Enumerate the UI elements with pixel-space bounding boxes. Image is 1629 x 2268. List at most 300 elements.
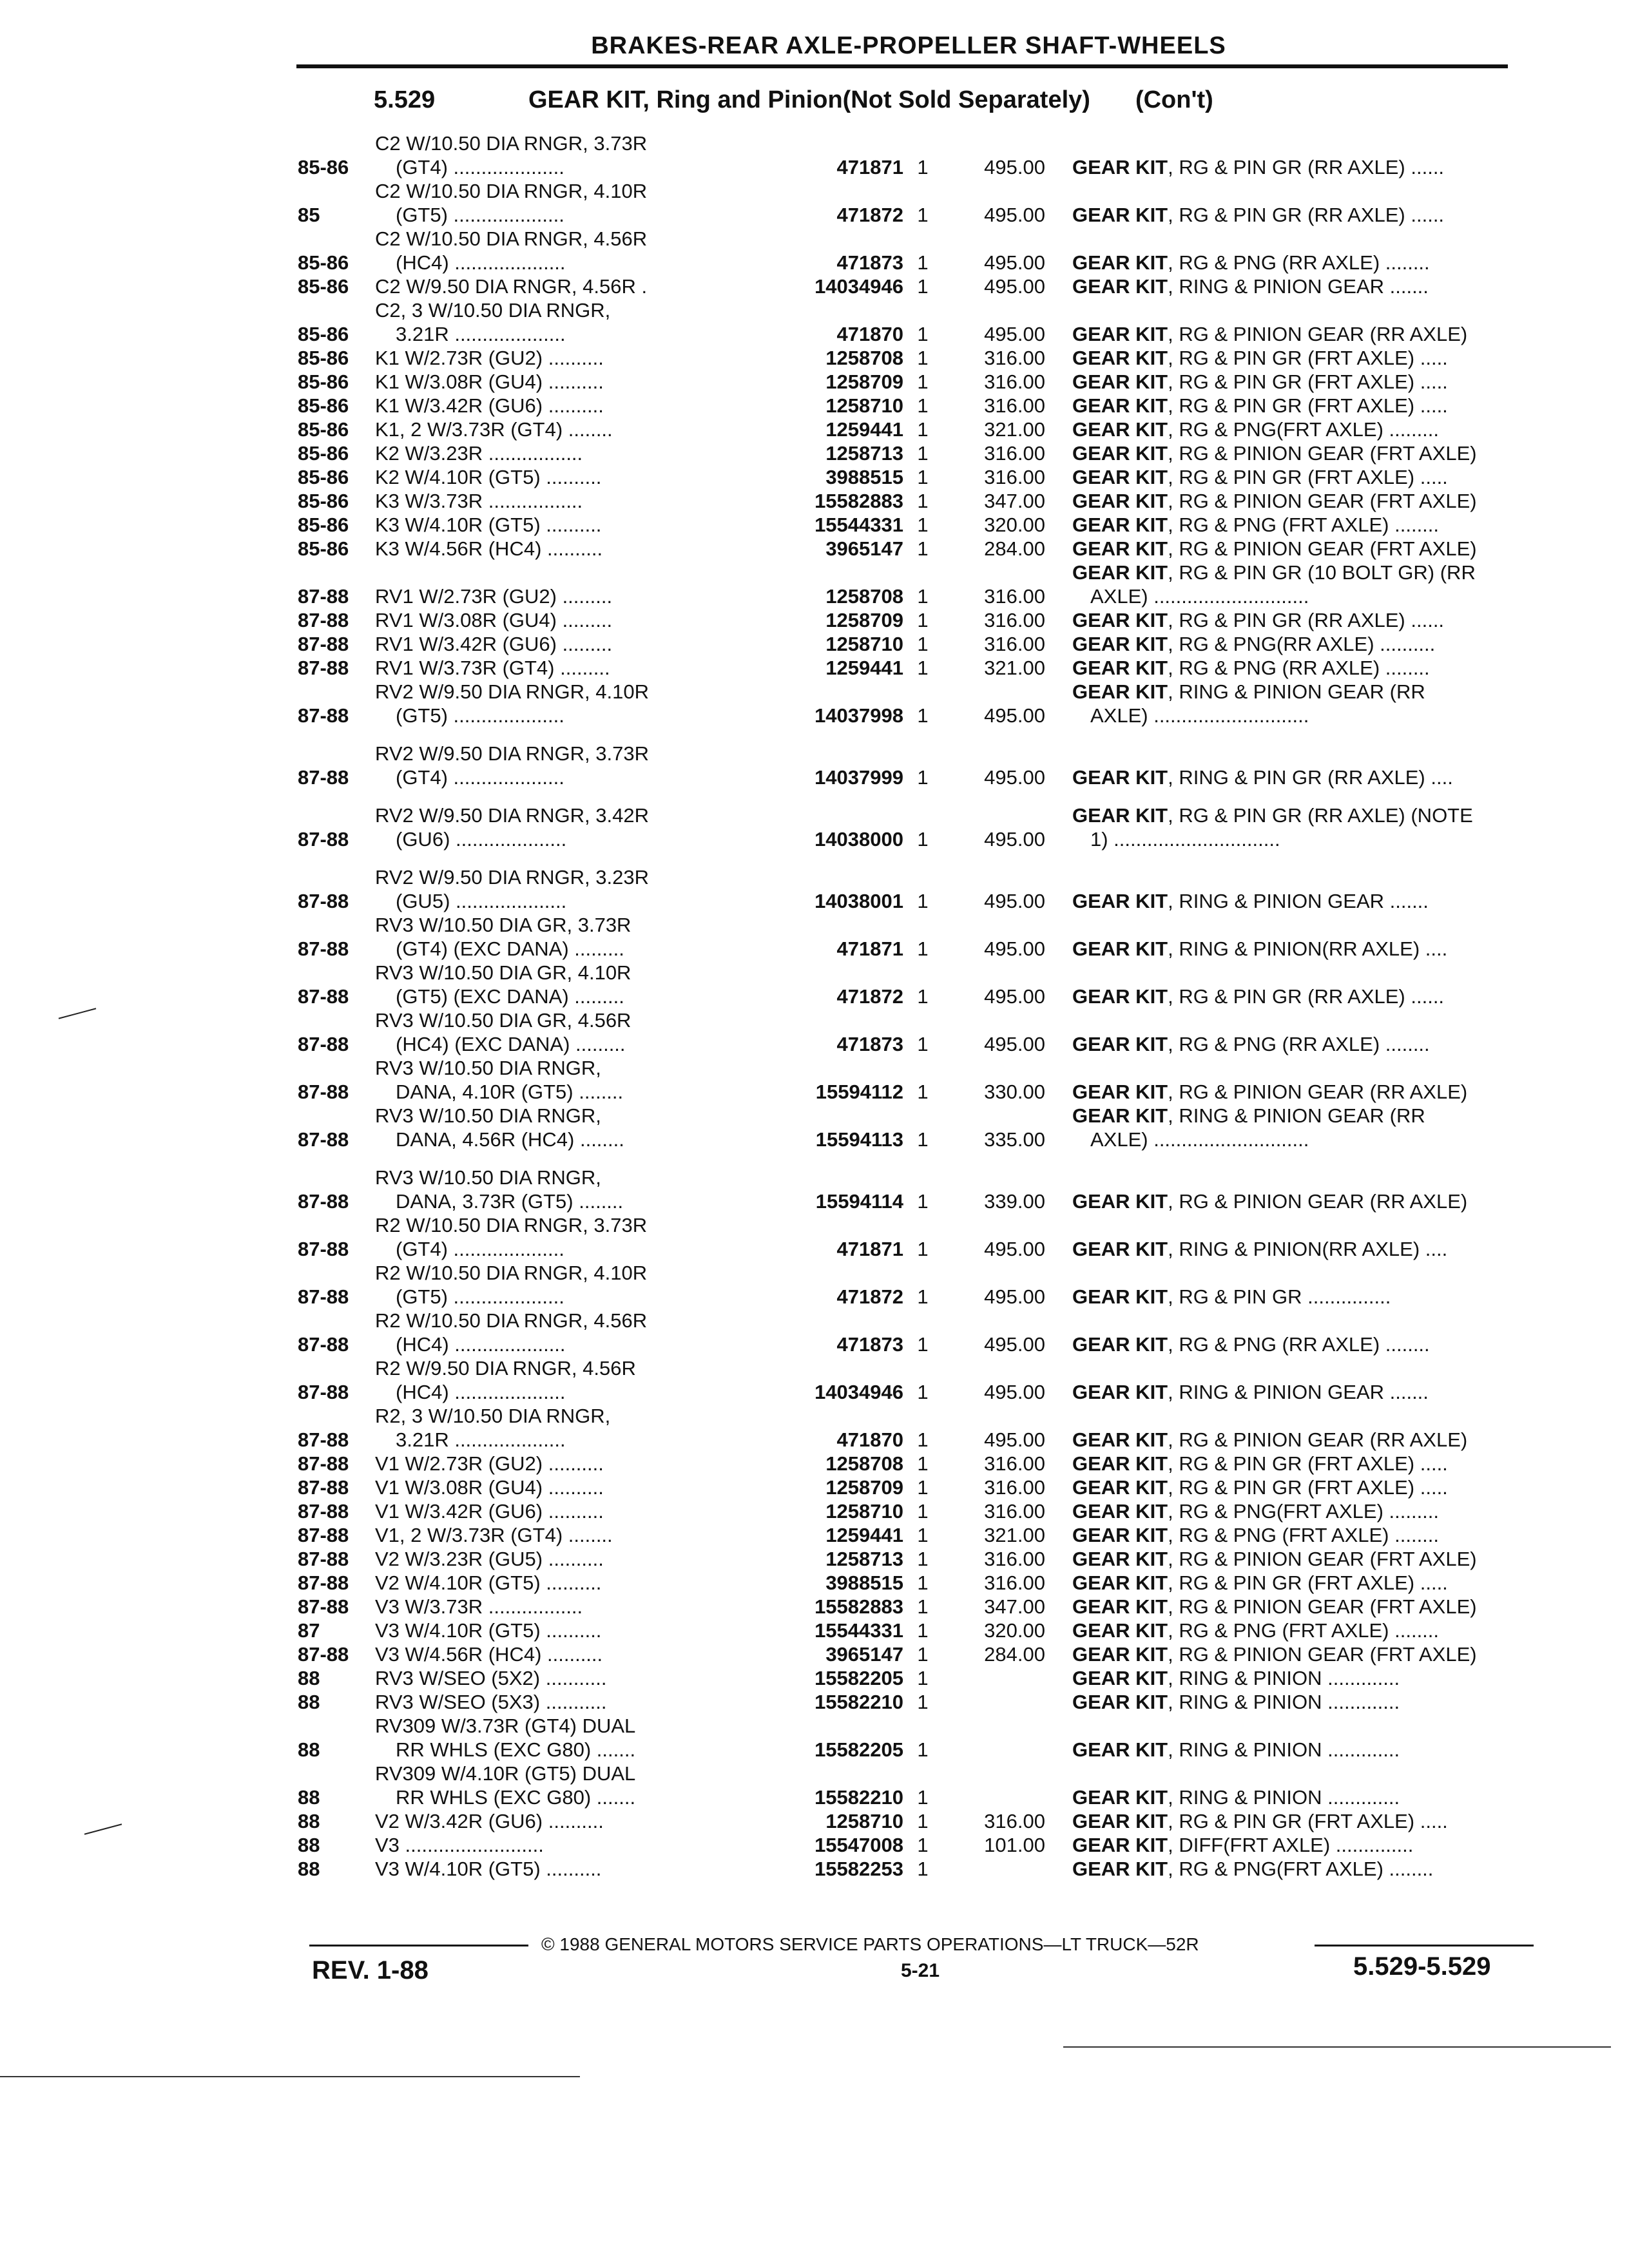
item-desc: , RG & PNG (RR AXLE) ........ — [1168, 1333, 1430, 1356]
price: 495.00 — [984, 251, 1045, 274]
application-desc: RV3 W/10.50 DIA GR, 4.56R — [375, 1009, 631, 1032]
item-name: GEAR KIT — [1072, 490, 1168, 512]
application — [375, 742, 749, 789]
application — [375, 1809, 749, 1833]
application-desc: V3 W/3.73R ................. — [375, 1595, 583, 1618]
part-row — [298, 913, 1535, 961]
part-row — [298, 1213, 1535, 1261]
description — [1045, 1738, 1535, 1762]
item-desc: , RING & PINION ............. — [1168, 1667, 1400, 1689]
application-desc-cont: (HC4) .................... — [396, 1381, 566, 1403]
application — [375, 513, 749, 537]
part-number: 1258708 — [825, 1452, 903, 1475]
application — [375, 584, 749, 608]
item-name: GEAR KIT — [1072, 1548, 1168, 1570]
quantity: 1 — [917, 1571, 929, 1594]
application-desc: V1 W/3.08R (GU4) .......... — [375, 1476, 604, 1499]
application — [375, 1666, 749, 1690]
part-row — [298, 1008, 1535, 1056]
description — [1045, 1547, 1535, 1571]
application-desc: V2 W/3.42R (GU6) .......... — [375, 1810, 604, 1832]
part-number: 14034946 — [815, 1381, 903, 1403]
page-number: 5-21 — [901, 1960, 940, 1981]
year: 85 — [298, 204, 320, 226]
part-number: 15544331 — [815, 514, 903, 536]
application-desc-cont: (HC4) .................... — [396, 1333, 566, 1356]
item-name: GEAR KIT — [1072, 766, 1168, 789]
application — [375, 680, 749, 727]
description — [1045, 1499, 1535, 1523]
year: 87-88 — [298, 1033, 349, 1055]
application — [375, 1499, 749, 1523]
price: 495.00 — [984, 1238, 1045, 1260]
quantity: 1 — [917, 537, 929, 560]
application-desc: K1 W/2.73R (GU2) .......... — [375, 347, 604, 369]
item-desc: , RING & PINION GEAR ....... — [1168, 275, 1429, 298]
item-name: GEAR KIT — [1072, 275, 1168, 298]
item-name: GEAR KIT — [1072, 1452, 1168, 1475]
part-number: 15582205 — [815, 1667, 903, 1689]
year: 87-88 — [298, 1500, 349, 1523]
description — [1045, 680, 1535, 727]
year: 88 — [298, 1858, 320, 1880]
quantity: 1 — [917, 1128, 929, 1151]
part-number: 14038000 — [815, 828, 903, 850]
item-name: GEAR KIT — [1072, 1524, 1168, 1546]
application-desc-cont: (HC4) .................... — [396, 251, 566, 274]
part-row — [298, 1857, 1535, 1881]
application — [375, 1690, 749, 1714]
part-row — [298, 513, 1535, 537]
item-name: GEAR KIT — [1072, 985, 1168, 1008]
year: 87-88 — [298, 1128, 349, 1151]
quantity: 1 — [917, 704, 929, 727]
application — [375, 1833, 749, 1857]
application-desc-cont: DANA, 3.73R (GT5) ........ — [396, 1190, 624, 1213]
item-name: GEAR KIT — [1072, 1834, 1168, 1856]
application — [375, 1619, 749, 1642]
part-row — [298, 1547, 1535, 1571]
year: 87-88 — [298, 1476, 349, 1499]
year: 87-88 — [298, 1333, 349, 1356]
quantity: 1 — [917, 204, 929, 226]
quantity: 1 — [917, 1238, 929, 1260]
application — [375, 1261, 749, 1309]
application — [375, 913, 749, 961]
price: 316.00 — [984, 1571, 1045, 1594]
year: 85-86 — [298, 370, 349, 393]
item-name: GEAR KIT — [1072, 1238, 1168, 1260]
description — [1045, 1189, 1535, 1213]
part-number: 1259441 — [825, 657, 903, 679]
item-desc: , RG & PIN GR (RR AXLE) ...... — [1168, 985, 1445, 1008]
item-desc: , RG & PINION GEAR (FRT AXLE) — [1168, 490, 1477, 512]
application — [375, 370, 749, 394]
application-desc-cont: (GU6) .................... — [396, 828, 567, 850]
price: 347.00 — [984, 490, 1045, 512]
part-number: 14038001 — [815, 890, 903, 912]
part-row — [298, 1261, 1535, 1309]
price: 320.00 — [984, 1619, 1045, 1642]
application-desc: K1 W/3.42R (GU6) .......... — [375, 394, 604, 417]
application-desc: K2 W/4.10R (GT5) .......... — [375, 466, 602, 488]
description — [1045, 1833, 1535, 1857]
price: 316.00 — [984, 466, 1045, 488]
year: 87-88 — [298, 1285, 349, 1308]
application-desc: C2 W/10.50 DIA RNGR, 4.10R — [375, 180, 648, 202]
item-name: GEAR KIT — [1072, 466, 1168, 488]
application-desc: RV2 W/9.50 DIA RNGR, 3.42R — [375, 804, 649, 827]
price: 321.00 — [984, 657, 1045, 679]
application-desc: RV309 W/3.73R (GT4) DUAL — [375, 1715, 636, 1737]
part-row — [298, 1619, 1535, 1642]
item-name: GEAR KIT — [1072, 442, 1168, 465]
part-row — [298, 1452, 1535, 1475]
section-title: GEAR KIT, Ring and Pinion(Not Sold Separately) — [528, 86, 1090, 113]
description — [1045, 765, 1535, 789]
section-continued: (Con't) — [1135, 86, 1213, 113]
application-desc: RV3 W/10.50 DIA RNGR, — [375, 1104, 601, 1127]
part-number: 3965147 — [825, 1643, 903, 1666]
application — [375, 131, 749, 179]
application — [375, 803, 749, 851]
part-number: 15582883 — [815, 1595, 903, 1618]
application-desc: RV3 W/SEO (5X3) ........... — [375, 1691, 607, 1713]
application-desc: V2 W/3.23R (GU5) .......... — [375, 1548, 604, 1570]
item-name: GEAR KIT — [1072, 1667, 1168, 1689]
quantity: 1 — [917, 156, 929, 178]
part-number: 1258709 — [825, 609, 903, 631]
price: 495.00 — [984, 1428, 1045, 1451]
application-desc: RV3 W/SEO (5X2) ........... — [375, 1667, 607, 1689]
year: 85-86 — [298, 466, 349, 488]
item-desc-cont: AXLE) ............................ — [1090, 585, 1309, 608]
price: 495.00 — [984, 1381, 1045, 1403]
price: 316.00 — [984, 1810, 1045, 1832]
application-desc-cont: (GT5) .................... — [396, 204, 564, 226]
year: 87-88 — [298, 937, 349, 960]
item-desc: , RING & PINION(RR AXLE) .... — [1168, 1238, 1448, 1260]
row-gap — [298, 727, 1535, 742]
description — [1045, 465, 1535, 489]
price: 495.00 — [984, 828, 1045, 850]
part-number: 1258708 — [825, 347, 903, 369]
item-desc: , RG & PNG (FRT AXLE) ........ — [1168, 514, 1440, 536]
item-name: GEAR KIT — [1072, 204, 1168, 226]
application — [375, 441, 749, 465]
part-number: 3988515 — [825, 466, 903, 488]
description — [1045, 1619, 1535, 1642]
item-desc: , RG & PNG(FRT AXLE) ......... — [1168, 418, 1440, 441]
part-row — [298, 1833, 1535, 1857]
quantity: 1 — [917, 490, 929, 512]
part-number: 15547008 — [815, 1834, 903, 1856]
part-number: 1258710 — [825, 394, 903, 417]
application-desc-cont: 3.21R .................... — [396, 1428, 566, 1451]
part-number: 3988515 — [825, 1571, 903, 1594]
year: 88 — [298, 1667, 320, 1689]
application-desc-cont: DANA, 4.10R (GT5) ........ — [396, 1081, 624, 1103]
part-row — [298, 537, 1535, 561]
application-desc: C2, 3 W/10.50 DIA RNGR, — [375, 299, 611, 322]
item-desc: , RG & PNG(FRT AXLE) ........ — [1168, 1858, 1434, 1880]
item-desc: , RG & PIN GR ............... — [1168, 1285, 1391, 1308]
price: 495.00 — [984, 1333, 1045, 1356]
item-desc: , RG & PIN GR (10 BOLT GR) (RR — [1168, 561, 1476, 584]
application-desc: RV309 W/4.10R (GT5) DUAL — [375, 1762, 636, 1785]
description — [1045, 1523, 1535, 1547]
year: 87-88 — [298, 890, 349, 912]
year: 85-86 — [298, 490, 349, 512]
application-desc-cont: 3.21R .................... — [396, 323, 566, 345]
price: 495.00 — [984, 704, 1045, 727]
application — [375, 1714, 749, 1762]
year: 85-86 — [298, 537, 349, 560]
quantity: 1 — [917, 1738, 929, 1761]
application — [375, 632, 749, 656]
application — [375, 298, 749, 346]
item-desc: , DIFF(FRT AXLE) .............. — [1168, 1834, 1414, 1856]
application-desc-cont: (GT4) .................... — [396, 156, 564, 178]
part-row — [298, 608, 1535, 632]
application-desc: V3 W/4.10R (GT5) .......... — [375, 1619, 602, 1642]
part-row — [298, 298, 1535, 346]
item-name: GEAR KIT — [1072, 1619, 1168, 1642]
item-desc: , RING & PINION ............. — [1168, 1691, 1400, 1713]
quantity: 1 — [917, 275, 929, 298]
item-desc-cont: 1) .............................. — [1090, 828, 1280, 850]
application — [375, 1309, 749, 1356]
part-number: 471873 — [836, 1333, 903, 1356]
quantity: 1 — [917, 1081, 929, 1103]
application-desc-cont: DANA, 4.56R (HC4) ........ — [396, 1128, 624, 1151]
part-number: 471870 — [836, 323, 903, 345]
description — [1045, 394, 1535, 418]
parts-list — [298, 131, 1535, 1881]
application-desc: V3 ......................... — [375, 1834, 544, 1856]
price: 495.00 — [984, 156, 1045, 178]
year: 87 — [298, 1619, 320, 1642]
item-desc: , RG & PIN GR (FRT AXLE) ..... — [1168, 370, 1448, 393]
item-name: GEAR KIT — [1072, 537, 1168, 560]
part-number: 471872 — [836, 985, 903, 1008]
application — [375, 346, 749, 370]
item-desc: , RING & PINION GEAR (RR — [1168, 1104, 1425, 1127]
price: 316.00 — [984, 1500, 1045, 1523]
year: 87-88 — [298, 1643, 349, 1666]
application — [375, 1104, 749, 1151]
quantity: 1 — [917, 1452, 929, 1475]
price: 330.00 — [984, 1081, 1045, 1103]
part-number: 471873 — [836, 251, 903, 274]
application-desc: RV2 W/9.50 DIA RNGR, 4.10R — [375, 680, 649, 703]
year: 85-86 — [298, 418, 349, 441]
item-name: GEAR KIT — [1072, 1190, 1168, 1213]
application — [375, 1595, 749, 1619]
price: 101.00 — [984, 1834, 1045, 1856]
year: 87-88 — [298, 1524, 349, 1546]
quantity: 1 — [917, 347, 929, 369]
application — [375, 1571, 749, 1595]
part-row — [298, 803, 1535, 851]
item-name: GEAR KIT — [1072, 1595, 1168, 1618]
item-desc: , RG & PINION GEAR (RR AXLE) — [1168, 1190, 1468, 1213]
part-row — [298, 1166, 1535, 1213]
item-desc: , RG & PINION GEAR (RR AXLE) — [1168, 1428, 1468, 1451]
price: 321.00 — [984, 1524, 1045, 1546]
quantity: 1 — [917, 323, 929, 345]
row-gap — [298, 1151, 1535, 1166]
price: 316.00 — [984, 1476, 1045, 1499]
part-number: 471870 — [836, 1428, 903, 1451]
year: 88 — [298, 1810, 320, 1832]
item-name: GEAR KIT — [1072, 1810, 1168, 1832]
page-header — [296, 32, 1521, 60]
item-name: GEAR KIT — [1072, 347, 1168, 369]
part-number: 1258710 — [825, 633, 903, 655]
part-number: 471873 — [836, 1033, 903, 1055]
part-number: 15582210 — [815, 1786, 903, 1809]
application — [375, 1056, 749, 1104]
price: 339.00 — [984, 1190, 1045, 1213]
application — [375, 1008, 749, 1056]
item-desc: , RG & PNG (FRT AXLE) ........ — [1168, 1524, 1440, 1546]
application-desc-cont: RR WHLS (EXC G80) ....... — [396, 1786, 636, 1809]
application-desc: K3 W/4.56R (HC4) .......... — [375, 537, 603, 560]
application-desc: V1 W/3.42R (GU6) .......... — [375, 1500, 604, 1523]
item-name: GEAR KIT — [1072, 1381, 1168, 1403]
item-name: GEAR KIT — [1072, 1643, 1168, 1666]
year: 87-88 — [298, 657, 349, 679]
quantity: 1 — [917, 1619, 929, 1642]
part-number: 1258713 — [825, 1548, 903, 1570]
part-number: 3965147 — [825, 537, 903, 560]
item-name: GEAR KIT — [1072, 1033, 1168, 1055]
description — [1045, 1428, 1535, 1452]
year: 87-88 — [298, 1238, 349, 1260]
part-row — [298, 1762, 1535, 1809]
item-desc: , RG & PIN GR (FRT AXLE) ..... — [1168, 394, 1448, 417]
year: 85-86 — [298, 347, 349, 369]
quantity: 1 — [917, 985, 929, 1008]
item-desc: , RG & PNG (RR AXLE) ........ — [1168, 657, 1430, 679]
application-desc: RV1 W/3.08R (GU4) ......... — [375, 609, 613, 631]
description — [1045, 346, 1535, 370]
price: 316.00 — [984, 609, 1045, 631]
description — [1045, 937, 1535, 961]
description — [1045, 251, 1535, 274]
price: 495.00 — [984, 1285, 1045, 1308]
price: 284.00 — [984, 1643, 1045, 1666]
item-name: GEAR KIT — [1072, 251, 1168, 274]
quantity: 1 — [917, 1548, 929, 1570]
description — [1045, 1104, 1535, 1151]
application-desc: R2 W/10.50 DIA RNGR, 3.73R — [375, 1214, 648, 1236]
description — [1045, 1785, 1535, 1809]
description — [1045, 608, 1535, 632]
scan-mark — [84, 1823, 122, 1834]
application-desc: C2 W/9.50 DIA RNGR, 4.56R . — [375, 275, 648, 298]
application-desc: RV2 W/9.50 DIA RNGR, 3.23R — [375, 866, 649, 889]
quantity: 1 — [917, 1500, 929, 1523]
item-desc: , RG & PIN GR (RR AXLE) (NOTE — [1168, 804, 1473, 827]
year: 85-86 — [298, 442, 349, 465]
application-desc: R2, 3 W/10.50 DIA RNGR, — [375, 1405, 611, 1427]
item-desc: , RG & PIN GR (RR AXLE) ...... — [1168, 609, 1445, 631]
application-desc: RV3 W/10.50 DIA RNGR, — [375, 1057, 601, 1079]
footer-rule-left — [309, 1945, 528, 1946]
application-desc-cont: (GT5) .................... — [396, 704, 564, 727]
item-desc: , RG & PIN GR (FRT AXLE) ..... — [1168, 466, 1448, 488]
quantity: 1 — [917, 514, 929, 536]
part-row — [298, 632, 1535, 656]
part-number: 15594113 — [815, 1128, 903, 1151]
quantity: 1 — [917, 1033, 929, 1055]
application-desc-cont: (GT5) .................... — [396, 1285, 564, 1308]
item-desc: , RING & PINION(RR AXLE) .... — [1168, 937, 1448, 960]
year: 87-88 — [298, 1571, 349, 1594]
description — [1045, 1809, 1535, 1833]
description — [1045, 489, 1535, 513]
application — [375, 1642, 749, 1666]
application — [375, 394, 749, 418]
item-name: GEAR KIT — [1072, 1333, 1168, 1356]
row-gap — [298, 789, 1535, 803]
application-desc: V3 W/4.56R (HC4) .......... — [375, 1643, 603, 1666]
application-desc: V1 W/2.73R (GU2) .......... — [375, 1452, 604, 1475]
section-number: 5.529 — [374, 86, 436, 113]
description — [1045, 1237, 1535, 1261]
quantity: 1 — [917, 609, 929, 631]
section-heading — [374, 86, 1213, 114]
part-row — [298, 1571, 1535, 1595]
part-row — [298, 131, 1535, 179]
quantity: 1 — [917, 828, 929, 850]
application-desc: RV3 W/10.50 DIA GR, 3.73R — [375, 914, 631, 936]
description — [1045, 274, 1535, 298]
application — [375, 418, 749, 441]
year: 87-88 — [298, 1452, 349, 1475]
application-desc: K3 W/4.10R (GT5) .......... — [375, 514, 602, 536]
description — [1045, 889, 1535, 913]
part-row — [298, 1104, 1535, 1151]
part-number: 471872 — [836, 1285, 903, 1308]
quantity: 1 — [917, 1834, 929, 1856]
item-name: GEAR KIT — [1072, 1786, 1168, 1809]
part-row — [298, 489, 1535, 513]
scan-line-right — [1063, 2046, 1611, 2048]
part-number: 15582210 — [815, 1691, 903, 1713]
description — [1045, 1380, 1535, 1404]
application — [375, 656, 749, 680]
quantity: 1 — [917, 1190, 929, 1213]
item-name: GEAR KIT — [1072, 609, 1168, 631]
item-name: GEAR KIT — [1072, 680, 1168, 703]
quantity: 1 — [917, 657, 929, 679]
application — [375, 608, 749, 632]
item-name: GEAR KIT — [1072, 1285, 1168, 1308]
price: 284.00 — [984, 537, 1045, 560]
description — [1045, 1642, 1535, 1666]
application — [375, 961, 749, 1008]
item-name: GEAR KIT — [1072, 1500, 1168, 1523]
year: 87-88 — [298, 1548, 349, 1570]
item-desc: , RG & PIN GR (FRT AXLE) ..... — [1168, 347, 1448, 369]
part-number: 1258709 — [825, 1476, 903, 1499]
item-desc: , RING & PINION ............. — [1168, 1738, 1400, 1761]
part-row — [298, 742, 1535, 789]
price: 495.00 — [984, 323, 1045, 345]
